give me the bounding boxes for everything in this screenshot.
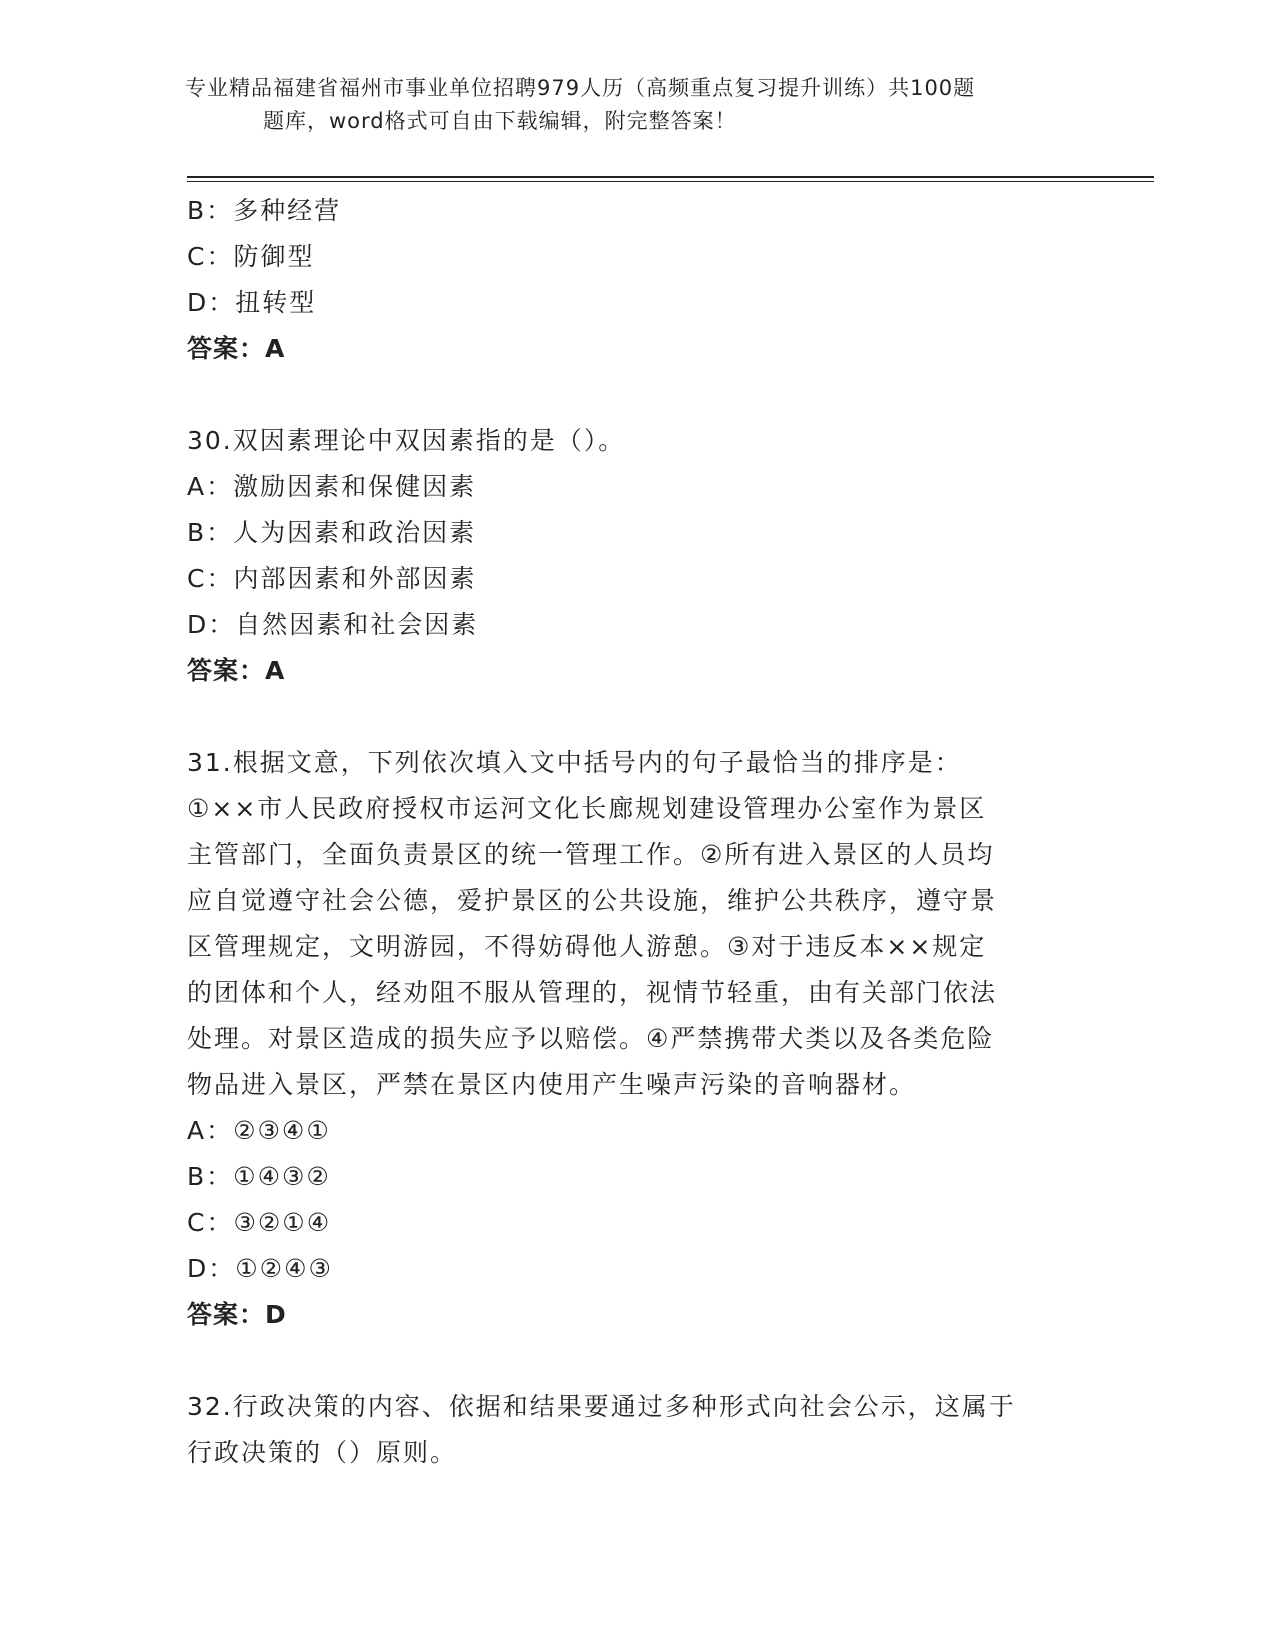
spacer [187, 372, 1067, 418]
option-b: B：多种经营 [187, 196, 342, 225]
header-line-2: 题库，word格式可自由下载编辑，附完整答案！ [263, 109, 737, 133]
option-d: D：扭转型 [187, 288, 317, 317]
option-c: C：内部因素和外部因素 [187, 564, 477, 593]
spacer [187, 1338, 1067, 1384]
question-29 [187, 188, 1067, 372]
option-b: B：①④③② [187, 1162, 331, 1191]
header-rule-thick [187, 176, 1154, 178]
question-32 [187, 1384, 1067, 1476]
spacer [187, 694, 1067, 740]
question-line: 区管理规定，文明游园，不得妨碍他人游憩。③对于违反本××规定 [187, 932, 987, 961]
question-line: 行政决策的（）原则。 [187, 1438, 458, 1467]
question-31 [187, 740, 1067, 1338]
question-line: 的团体和个人，经劝阻不服从管理的，视情节轻重，由有关部门依法 [187, 978, 998, 1007]
document-body [187, 188, 1067, 1476]
option-d: D：自然因素和社会因素 [187, 610, 479, 639]
question-line: 31.根据文意，下列依次填入文中括号内的句子最恰当的排序是： [187, 748, 962, 777]
option-b: B：人为因素和政治因素 [187, 518, 477, 547]
answer: 答案：A [187, 334, 286, 363]
page-header [185, 72, 1085, 138]
option-a: A：②③④① [187, 1116, 331, 1145]
question-line: 处理。对景区造成的损失应予以赔偿。④严禁携带犬类以及各类危险 [187, 1024, 995, 1053]
option-d: D：①②④③ [187, 1254, 333, 1283]
option-c: C：防御型 [187, 242, 315, 271]
question-line: 主管部门，全面负责景区的统一管理工作。②所有进入景区的人员均 [187, 840, 995, 869]
header-line-1: 专业精品福建省福州市事业单位招聘979人历（高频重点复习提升训练）共100题 [185, 76, 976, 100]
header-rule-thin [187, 181, 1154, 182]
answer: 答案：A [187, 656, 286, 685]
answer: 答案：D [187, 1300, 287, 1329]
option-c: C：③②①④ [187, 1208, 332, 1237]
question-line: ①××市人民政府授权市运河文化长廊规划建设管理办公室作为景区 [187, 794, 987, 823]
question-line: 32.行政决策的内容、依据和结果要通过多种形式向社会公示，这属于 [187, 1392, 1016, 1421]
option-a: A：激励因素和保健因素 [187, 472, 477, 501]
question-line: 物品进入景区，严禁在景区内使用产生噪声污染的音响器材。 [187, 1070, 917, 1099]
question-30 [187, 418, 1067, 694]
question-line: 应自觉遵守社会公德，爱护景区的公共设施，维护公共秩序，遵守景 [187, 886, 998, 915]
question-text: 30.双因素理论中双因素指的是（）。 [187, 426, 626, 455]
